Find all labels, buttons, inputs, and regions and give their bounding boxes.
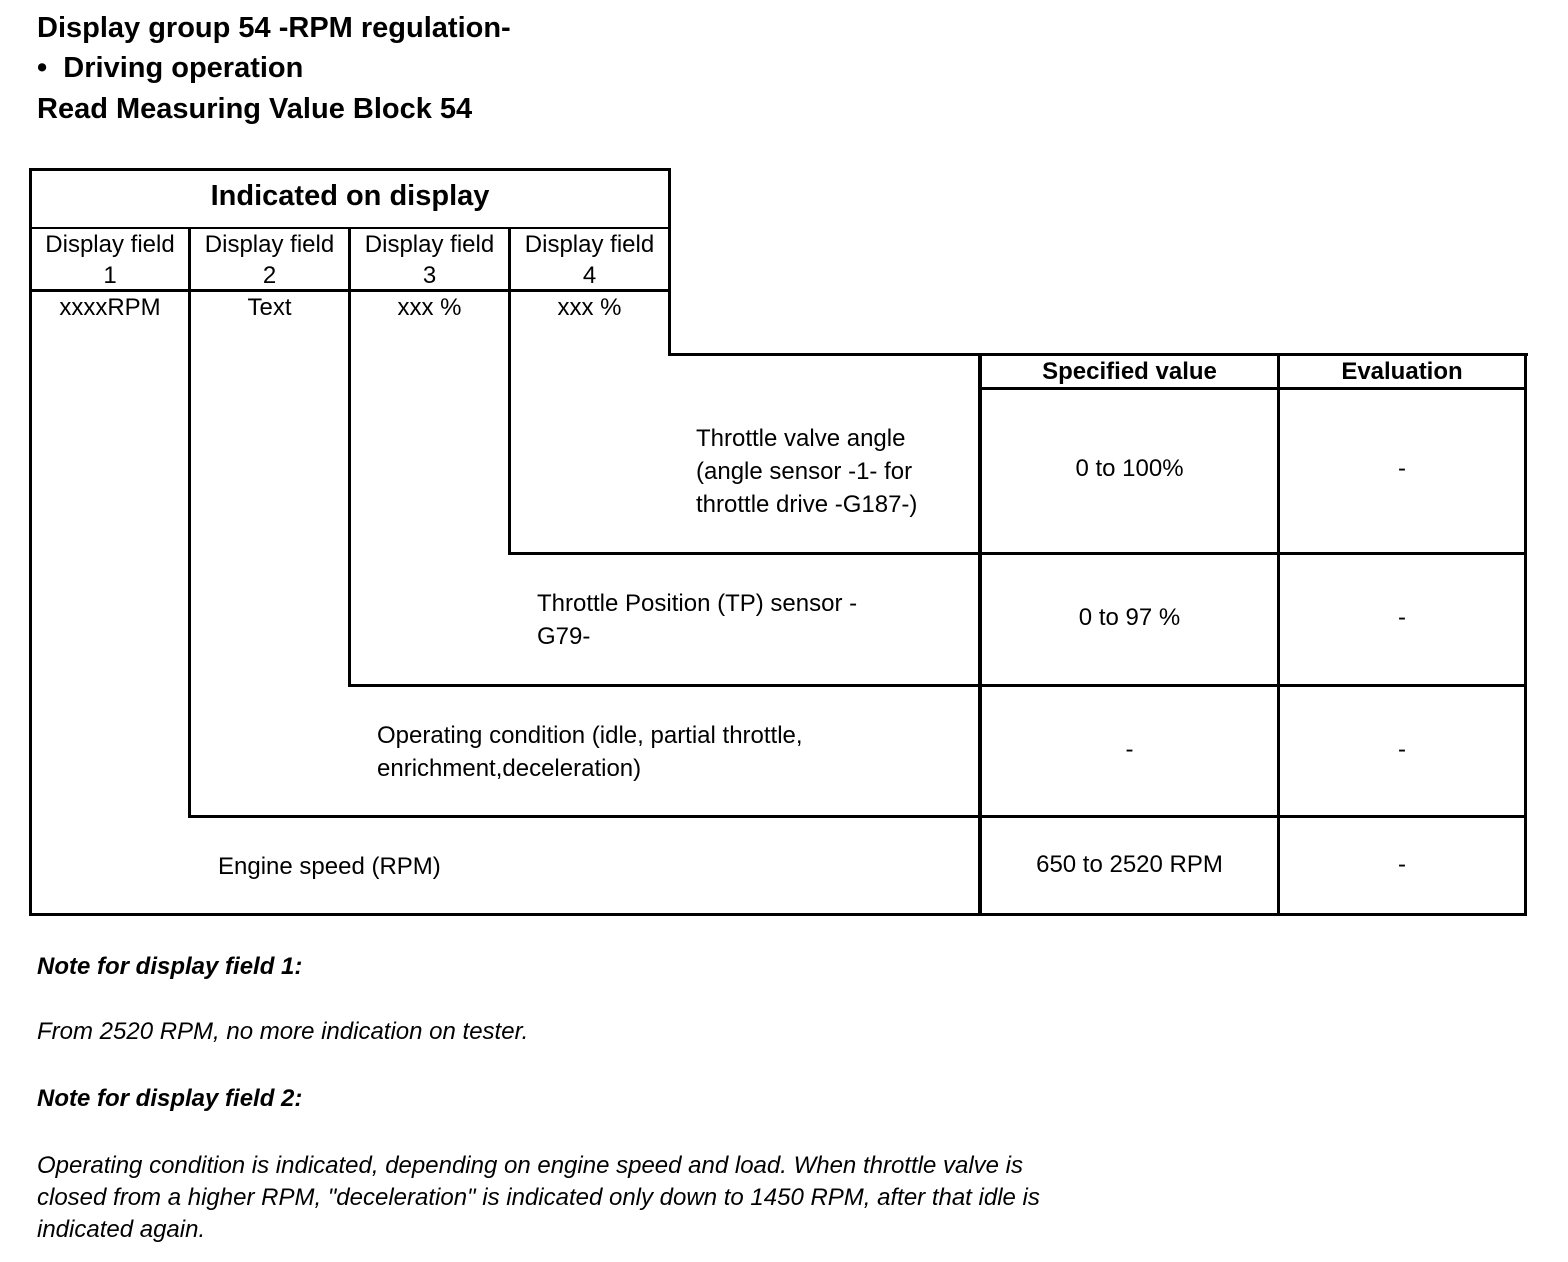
field-label: Display field: [204, 231, 335, 258]
row-operating-condition-desc: [377, 719, 803, 785]
desc-line: Operating condition (idle, partial throttle,: [377, 722, 803, 749]
note-line: indicated again.: [37, 1216, 206, 1243]
field-label: Display field: [45, 231, 175, 258]
field-label: Display field: [524, 231, 655, 258]
row-throttle-valve-angle-specified: 0 to 100%: [1075, 455, 1184, 482]
row-engine-speed-desc: [218, 850, 441, 883]
display-field-3-header: [351, 229, 508, 291]
evaluation-header: Evaluation: [1341, 358, 1463, 385]
note-1-heading: Note for display field 1:: [37, 953, 303, 980]
row-engine-speed-evaluation: -: [1398, 851, 1406, 878]
row-engine-speed-specified: 650 to 2520 RPM: [1036, 851, 1223, 878]
bullet: •: [37, 52, 48, 84]
display-field-1-value: xxxxRPM: [59, 294, 161, 321]
row-operating-condition-evaluation: -: [1398, 736, 1406, 763]
display-field-4-header: [511, 229, 668, 291]
row-throttle-valve-angle-evaluation: -: [1398, 455, 1406, 482]
row-throttle-valve-angle-desc: [696, 422, 917, 521]
row-operating-condition-specified: -: [1125, 736, 1134, 763]
specified-value-header: Specified value: [1042, 358, 1217, 385]
field-label: Display field: [364, 231, 495, 258]
desc-line: Engine speed (RPM): [218, 853, 441, 880]
desc-line: (angle sensor -1- for: [696, 458, 913, 485]
display-field-1-header: [32, 229, 188, 291]
field-number: 3: [422, 262, 437, 289]
subtitle: Driving operation: [63, 52, 304, 84]
desc-line: enrichment,deceleration): [377, 755, 642, 782]
desc-line: Throttle Position (TP) sensor -: [537, 590, 858, 617]
note-1-text: From 2520 RPM, no more indication on tester.: [37, 1018, 529, 1045]
display-field-2-header: [191, 229, 348, 291]
subtitle-line: [37, 52, 303, 85]
display-field-4-value: xxx %: [557, 294, 622, 321]
display-field-3-value: xxx %: [397, 294, 462, 321]
desc-line: G79-: [537, 623, 591, 650]
note-2-text: [37, 1150, 1040, 1246]
page-title: Display group 54 -RPM regulation-: [37, 12, 511, 44]
row-tp-sensor-evaluation: -: [1398, 604, 1406, 631]
desc-line: Throttle valve angle: [696, 425, 906, 452]
note-line: Operating condition is indicated, depending on engine speed and load. When throttle valve is: [37, 1152, 1024, 1179]
row-tp-sensor-desc: [537, 587, 857, 653]
field-number: 1: [103, 262, 117, 289]
note-line: closed from a higher RPM, "deceleration" is indicated only down to 1450 RPM, after that idle is: [37, 1184, 1040, 1211]
row-tp-sensor-specified: 0 to 97 %: [1078, 604, 1181, 631]
desc-line: throttle drive -G187-): [696, 491, 918, 518]
field-number: 2: [262, 262, 277, 289]
display-field-2-value: Text: [247, 294, 292, 321]
field-number: 4: [582, 262, 597, 289]
block-title: Read Measuring Value Block 54: [37, 93, 473, 125]
table-caption: Indicated on display: [210, 180, 490, 212]
note-2-heading: Note for display field 2:: [37, 1085, 303, 1112]
